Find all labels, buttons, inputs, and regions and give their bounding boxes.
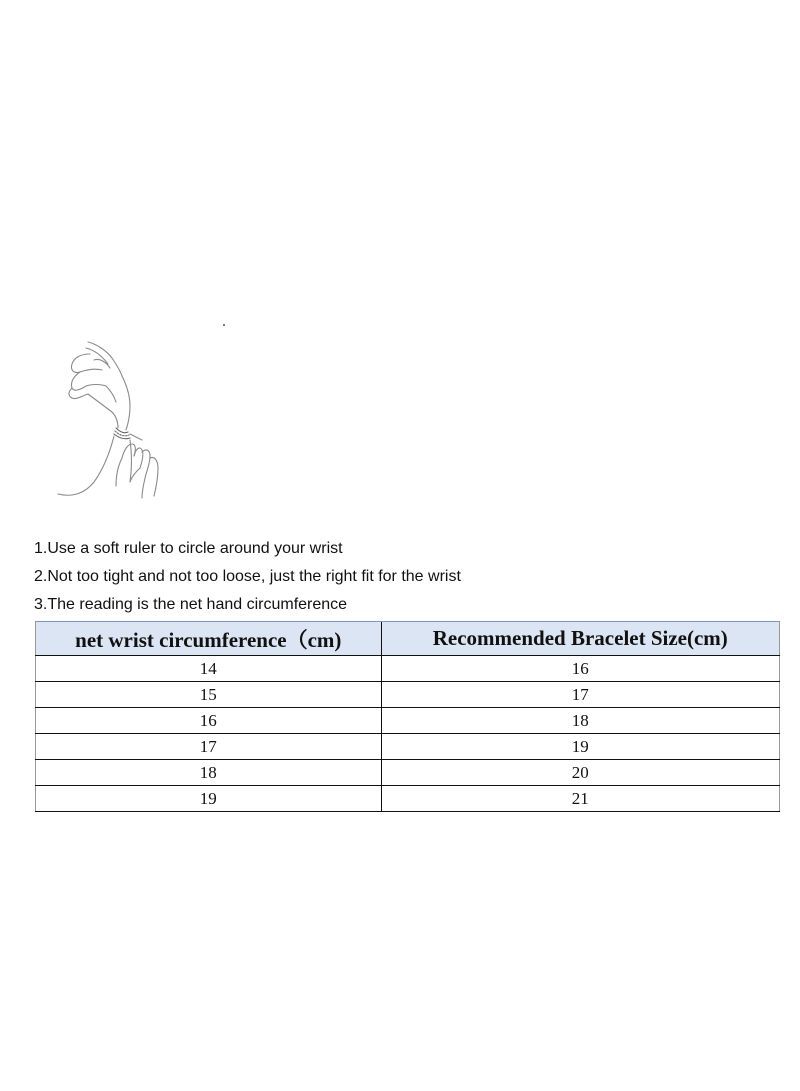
bracelet-cell: 17: [381, 682, 779, 708]
wrist-cell: 14: [36, 656, 382, 682]
table-row: [36, 734, 780, 760]
wrist-cell: 18: [36, 760, 382, 786]
wrist-cell: 19: [36, 786, 382, 812]
wrist-cell: 17: [36, 734, 382, 760]
instruction-step-2: 2.Not too tight and not too loose, just the right fit for the wrist: [34, 568, 461, 585]
bracelet-cell: 18: [381, 708, 779, 734]
wrist-cell: 16: [36, 708, 382, 734]
table-row: [36, 656, 780, 682]
header-bracelet-size: Recommended Bracelet Size(cm): [381, 622, 779, 656]
table-header-row: [36, 622, 780, 656]
bracelet-cell: 16: [381, 656, 779, 682]
instruction-step-3: 3.The reading is the net hand circumference: [34, 596, 348, 613]
table-row: [36, 786, 780, 812]
header-wrist-circumference: net wrist circumference（cm): [36, 622, 382, 656]
instruction-step-1: 1.Use a soft ruler to circle around your wrist: [34, 540, 343, 557]
size-chart-table: [35, 621, 780, 812]
instruction-list: [34, 538, 461, 622]
stray-dot: [223, 324, 225, 326]
table-row: [36, 760, 780, 786]
bracelet-cell: 21: [381, 786, 779, 812]
wrist-cell: 15: [36, 682, 382, 708]
bracelet-cell: 20: [381, 760, 779, 786]
table-row: [36, 708, 780, 734]
wrist-measuring-hand-icon: [50, 336, 175, 502]
bracelet-cell: 19: [381, 734, 779, 760]
table-row: [36, 682, 780, 708]
